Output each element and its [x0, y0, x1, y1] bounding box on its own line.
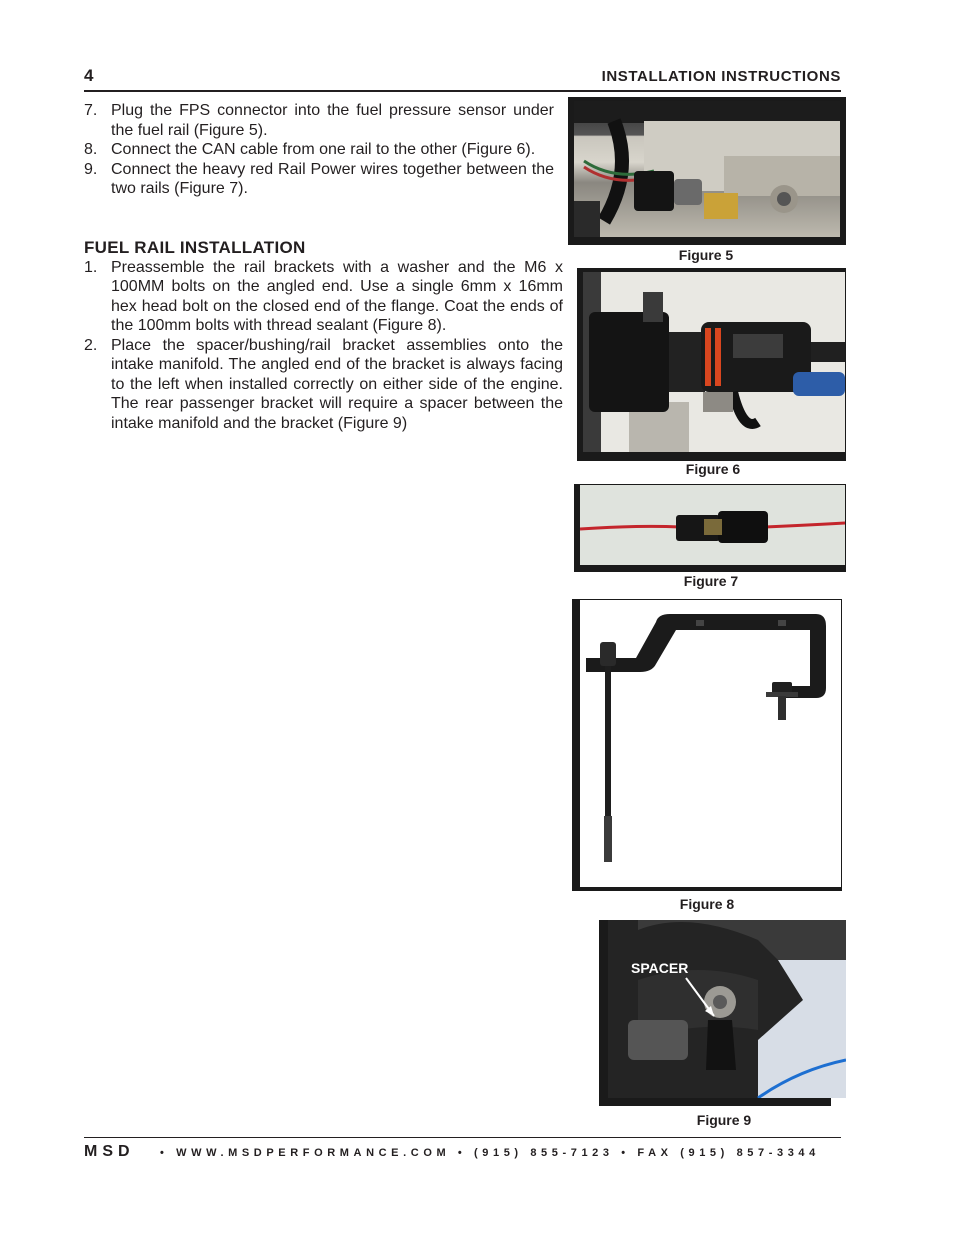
step-number: 2. — [84, 336, 98, 354]
fuel-rail-installation-section — [84, 238, 563, 433]
list-item — [84, 258, 563, 336]
section-heading: FUEL RAIL INSTALLATION — [84, 238, 306, 257]
rail-power-wire-connector-illustration — [580, 485, 845, 565]
footer-brand: MSD — [84, 1143, 135, 1160]
page-title: INSTALLATION INSTRUCTIONS — [601, 68, 841, 85]
fps-connector-illustration — [574, 101, 840, 237]
can-cable-connector-illustration — [583, 272, 845, 452]
figure-8-photo — [572, 599, 842, 891]
spacer-callout-label: SPACER — [631, 960, 689, 976]
step-number: 7. — [84, 102, 98, 119]
list-item — [84, 336, 563, 434]
rail-bracket-illustration — [580, 600, 841, 887]
figure-6-photo — [577, 268, 846, 461]
page-number: 4 — [84, 66, 94, 85]
figure-6-caption: Figure 6 — [685, 461, 741, 477]
step-text: Place the spacer/bushing/rail bracket assemblies onto the intake manifold. The angled end of the bracket is always facing to the left when installed correctly on either side of the engine. The rear passenger bracket will require a spacer between the intake manifold and the bracket (Figure 9) — [111, 336, 563, 432]
spacer-installation-illustration — [608, 920, 846, 1098]
step-number: 8. — [84, 141, 98, 158]
steps-list-continued — [84, 101, 554, 199]
figure-5-caption: Figure 5 — [678, 247, 734, 263]
step-number: 1. — [84, 258, 98, 276]
figure-9-caption: Figure 9 — [696, 1112, 752, 1128]
figure-5-photo — [568, 97, 846, 245]
step-text: Connect the CAN cable from one rail to the other (Figure 6). — [111, 141, 536, 158]
step-text: Plug the FPS connector into the fuel pressure sensor under the fuel rail (Figure 5). — [111, 102, 554, 139]
step-number: 9. — [84, 160, 98, 178]
figure-9-photo — [599, 920, 831, 1106]
list-item — [84, 101, 554, 140]
footer-divider — [84, 1137, 841, 1138]
figure-7-caption: Figure 7 — [683, 573, 739, 589]
step-text: Preassemble the rail brackets with a washer and the M6 x 100MM bolts on the angled end. Use a single 6mm x 16mm hex head bolt on the closed end of the flange. Coat the ends of the 100mm bolts with thread sealant (Figure 8). — [111, 258, 563, 334]
step-text: Connect the heavy red Rail Power wires together between the two rails (Figure 7). — [111, 160, 554, 197]
header-divider — [84, 90, 841, 92]
list-item — [84, 160, 554, 199]
figure-8-caption: Figure 8 — [679, 896, 735, 912]
figure-7-photo — [574, 484, 846, 572]
list-item — [84, 140, 554, 160]
footer-contact-info: • WWW.MSDPERFORMANCE.COM • (915) 855-7123 • FAX (915) 857-3344 — [160, 1147, 820, 1159]
